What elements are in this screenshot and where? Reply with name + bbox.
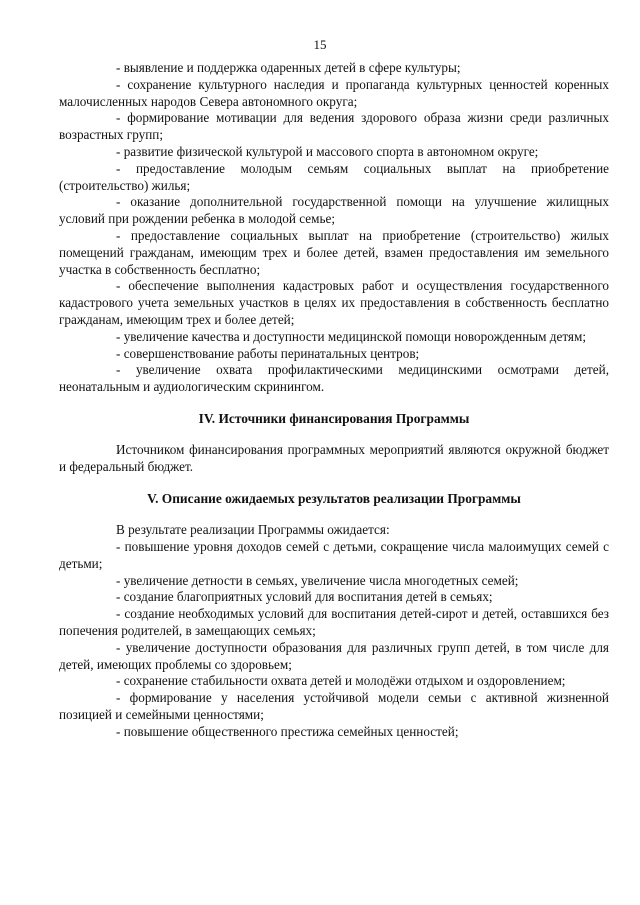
page-number: 15 xyxy=(313,37,327,52)
financing-paragraph: Источником финансирования программных мероприятий являются окружной бюджет и федеральный бюджет. xyxy=(59,441,609,474)
list-item: - формирование у населения устойчивой модели семьи с активной жизненной позицией и семейными ценностями; xyxy=(59,690,609,722)
list-item: - сохранение стабильности охвата детей и молодёжи отдыхом и оздоровлением; xyxy=(116,673,566,689)
list-item: - увеличение детности в семьях, увеличение числа многодетных семей; xyxy=(116,572,519,588)
list-goals xyxy=(59,60,609,396)
list-item: - выявление и поддержка одаренных детей в сфере культуры; xyxy=(116,60,461,75)
list-item: - создание благоприятных условий для воспитания детей в семьях; xyxy=(116,589,493,605)
list-item: - сохранение культурного наследия и пропаганда культурных ценностей коренных малочисленных народов Севера автономного округа; xyxy=(59,76,609,109)
list-item: - увеличение охвата профилактическими медицинскими осмотрами детей, неонатальным и аудиологическим скринингом. xyxy=(59,362,609,395)
list-item: - увеличение качества и доступности медицинской помощи новорожденным детям; xyxy=(116,328,586,344)
list-item: - развитие физической культурой и массового спорта в автономном округе; xyxy=(116,143,539,159)
list-item: - совершенствование работы перинатальных центров; xyxy=(116,345,420,361)
list-item: - повышение уровня доходов семей с детьми, сокращение числа малоимущих семей с детьми; xyxy=(59,538,609,571)
list-item: - увеличение доступности образования для различных групп детей, в том числе для детей, имеющих проблемы со здоровьем; xyxy=(59,639,609,672)
list-item: - предоставление молодым семьям социальных выплат на приобретение (строительство) жилья; xyxy=(59,160,609,193)
list-item: - предоставление социальных выплат на приобретение (строительство) жилых помещений гражданам, имеющим трех и более детей, взамен предоставления им земельного участка в собственность бесплатно; xyxy=(59,227,609,277)
list-item: - формирование мотивации для ведения здорового образа жизни среди различных возрастных групп; xyxy=(59,110,609,143)
list-item: - повышение общественного престижа семейных ценностей; xyxy=(116,723,459,739)
list-results xyxy=(59,538,609,741)
document-body xyxy=(59,60,609,740)
list-item: - оказание дополнительной государственной помощи на улучшение жилищных условий при рождении ребенка в молодой семье; xyxy=(59,194,609,227)
section-heading-financing: IV. Источники финансирования Программы xyxy=(198,410,470,426)
list-item: - обеспечение выполнения кадастровых работ и осуществления государственного кадастрового учета земельных участков в целях их предоставления в собственность бесплатно гражданам, имеющим трех и более детей; xyxy=(59,278,609,327)
section-heading-results: V. Описание ожидаемых результатов реализации Программы xyxy=(147,491,521,507)
results-intro: В результате реализации Программы ожидается: xyxy=(116,522,390,538)
list-item: - создание необходимых условий для воспитания детей-сирот и детей, оставшихся без попечения родителей, в замещающих семьях; xyxy=(59,606,609,638)
